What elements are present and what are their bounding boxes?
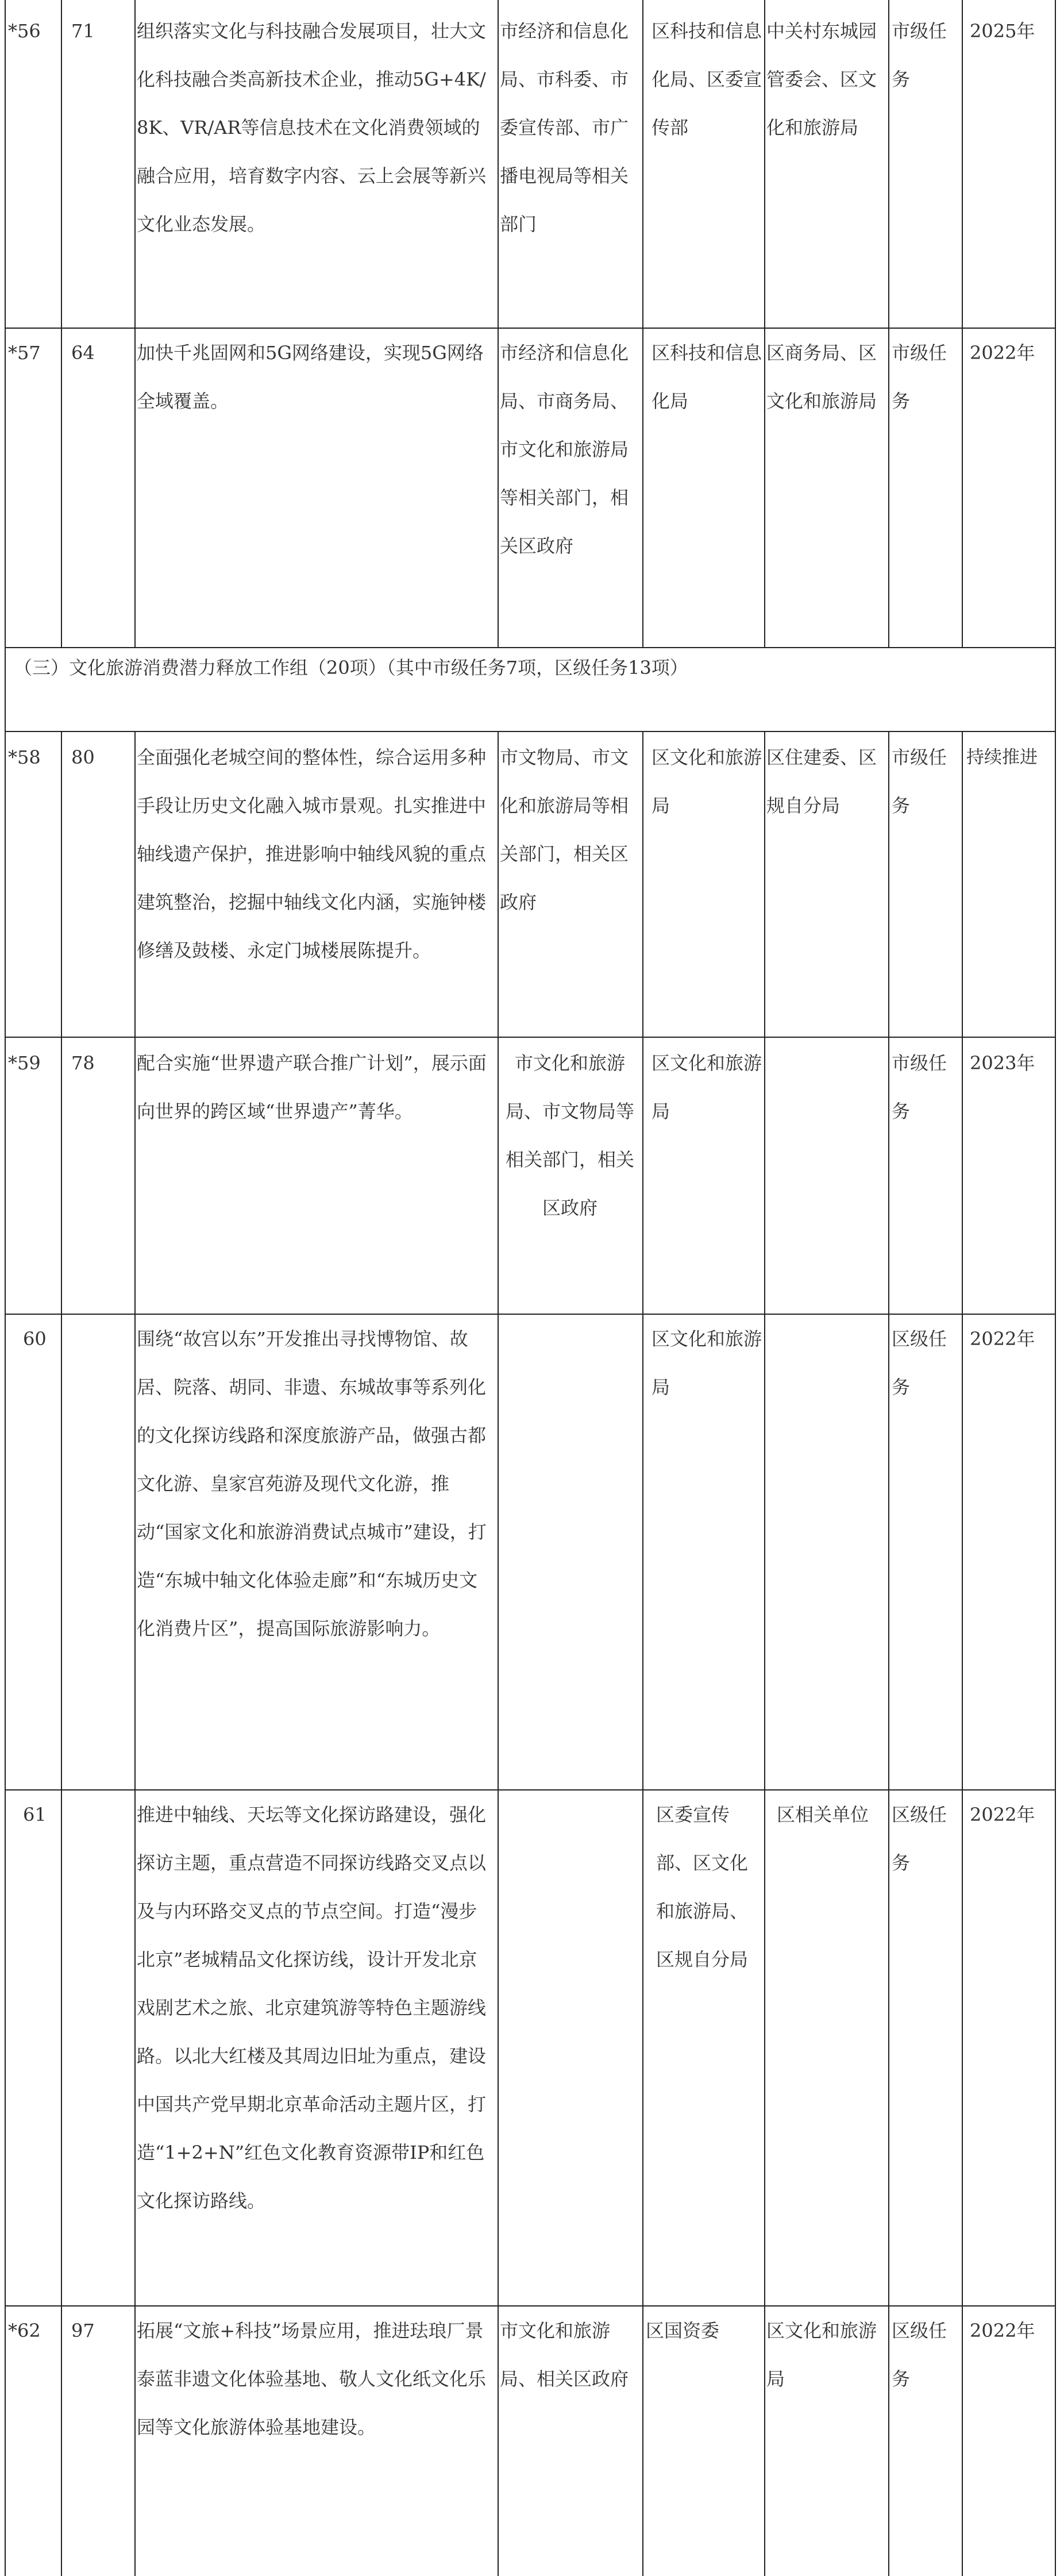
original-number: 71: [71, 20, 95, 42]
cooperating-units: 区文化和旅游局: [766, 2320, 877, 2390]
city-responsible-units: 市文化和旅游局、市文物局等相关部门，相关区政府: [505, 1052, 634, 1219]
city-responsible-units: 市经济和信息化局、市商务局、市文化和旅游局等相关部门，相关区政府: [500, 342, 629, 557]
cooperating-units: 中关村东城园管委会、区文化和旅游局: [766, 20, 877, 138]
original-number: 78: [71, 1052, 95, 1074]
column-divider: [134, 0, 136, 647]
section-heading: （三）文化旅游消费潜力释放工作组（20项）（其中市级任务7项，区级任务13项）: [14, 657, 688, 679]
task-number: 60: [23, 1328, 47, 1350]
row-divider: [5, 647, 1056, 648]
task-level: 市级任务: [892, 1052, 947, 1122]
task-level: 市级任务: [892, 20, 947, 90]
column-divider: [642, 0, 643, 647]
column-divider: [764, 731, 765, 2576]
column-divider: [498, 0, 499, 647]
task-description: 组织落实文化与科技融合发展项目，壮大文化科技融合类高新技术企业，推动5G+4K/8K、VR/AR等信息技术在文化消费领域的融合应用，培育数字内容、云上会展等新兴文化业态发展。: [137, 20, 487, 235]
district-lead-unit: 区文化和旅游局: [651, 746, 762, 817]
task-number: *59: [8, 1052, 41, 1074]
task-description: 全面强化老城空间的整体性，综合运用多种手段让历史文化融入城市景观。扎实推进中轴线遗产保护，推进影响中轴线风貌的重点建筑整治，挖掘中轴线文化内涵，实施钟楼修缮及鼓楼、永定门城楼展陈提升。: [137, 746, 487, 961]
task-description: 推进中轴线、天坛等文化探访路建设，强化探访主题，重点营造不同探访线路交叉点以及与内环路交叉点的节点空间。打造“漫步北京”老城精品文化探访线，设计开发北京戏剧艺术之旅、北京建筑游等特色主题游线路。以北大红楼及其周边旧址为重点，建设中国共产党早期北京革命活动主题片区，打造“1+2+N”红色文化教育资源带IP和红色文化探访路线。: [137, 1804, 487, 2212]
city-responsible-units: 市文物局、市文化和旅游局等相关部门，相关区政府: [500, 746, 629, 913]
task-number: *57: [8, 342, 41, 364]
task-level: 市级任务: [892, 746, 947, 817]
task-description: 围绕“故宫以东”开发推出寻找博物馆、故居、院落、胡同、非遗、东城故事等系列化的文化探访线路和深度旅游产品，做强古都文化游、皇家宫苑游及现代文化游，推动“国家文化和旅游消费试点城市”建设，打造“东城中轴文化体验走廊”和“东城历史文化消费片区”，提高国际旅游影响力。: [137, 1328, 487, 1639]
task-number: *58: [8, 746, 41, 768]
column-divider: [962, 0, 963, 647]
column-divider: [61, 0, 62, 647]
task-description: 加快千兆固网和5G网络建设，实现5G网络全域覆盖。: [137, 342, 484, 412]
district-lead-unit: 区委宣传部、区文化和旅游局、区规自分局: [656, 1804, 749, 1970]
city-responsible-units: 市文化和旅游局、相关区政府: [500, 2320, 629, 2390]
original-number: 64: [71, 342, 95, 364]
column-divider: [134, 731, 136, 2576]
deadline: 持续推进: [966, 747, 1038, 768]
district-lead-unit: 区文化和旅游局: [651, 1052, 762, 1122]
cooperating-units: 区住建委、区规自分局: [766, 746, 877, 817]
district-lead-unit: 区科技和信息化局: [651, 342, 762, 412]
column-divider: [642, 731, 643, 2576]
table-border-right: [1055, 0, 1056, 2576]
cooperating-units: 区相关单位: [777, 1804, 869, 1826]
district-lead-unit: 区国资委: [646, 2320, 720, 2342]
city-responsible-units: 市经济和信息化局、市科委、市委宣传部、市广播电视局等相关部门: [500, 20, 629, 235]
task-description: 拓展“文旅+科技”场景应用，推进珐琅厂景泰蓝非遗文化体验基地、敬人文化纸文化乐园等文化旅游体验基地建设。: [137, 2320, 487, 2438]
task-description: 配合实施“世界遗产联合推广计划”，展示面向世界的跨区域“世界遗产”菁华。: [137, 1052, 487, 1122]
original-number: 97: [71, 2320, 95, 2342]
column-divider: [888, 0, 889, 647]
column-divider: [962, 731, 963, 2576]
task-level: 区级任务: [892, 2320, 947, 2390]
task-level: 区级任务: [892, 1804, 947, 1874]
task-number: 61: [23, 1804, 47, 1826]
district-lead-unit: 区文化和旅游局: [651, 1328, 762, 1398]
column-divider: [498, 731, 499, 2576]
task-number: *56: [8, 20, 41, 42]
task-number: *62: [8, 2320, 41, 2342]
deadline: 2025年: [970, 20, 1035, 42]
deadline: 2022年: [970, 1328, 1035, 1350]
deadline: 2022年: [970, 1804, 1035, 1826]
deadline: 2023年: [970, 1052, 1035, 1074]
row-divider: [5, 731, 1056, 732]
deadline: 2022年: [970, 342, 1035, 364]
column-divider: [764, 0, 765, 647]
task-level: 市级任务: [892, 342, 947, 412]
task-level: 区级任务: [892, 1328, 947, 1398]
original-number: 80: [71, 746, 95, 768]
table-border-left: [5, 0, 6, 2576]
cooperating-units: 区商务局、区文化和旅游局: [766, 342, 877, 412]
column-divider: [61, 731, 62, 2576]
column-divider: [888, 731, 889, 2576]
row-divider: [5, 1037, 1056, 1038]
deadline: 2022年: [970, 2320, 1035, 2342]
district-lead-unit: 区科技和信息化局、区委宣传部: [651, 20, 762, 138]
